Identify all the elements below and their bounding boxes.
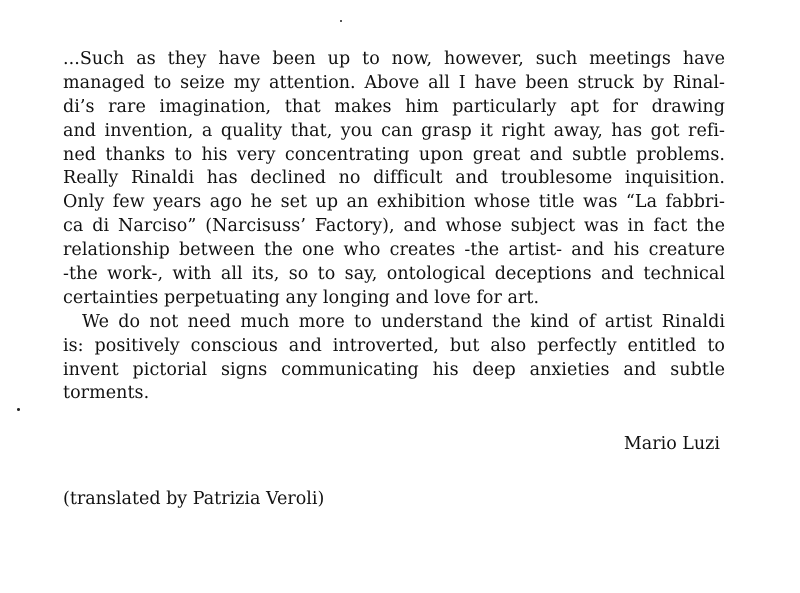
author-signature: Mario Luzi [623, 434, 720, 454]
text-line: invent pictorial signs communicating his deep anxieties and subtle [63, 359, 725, 380]
paragraph-2 [63, 311, 725, 407]
text-line: torments. [63, 383, 150, 404]
text-line: Only few years ago he set up an exhibition whose title was “La fabbri- [63, 192, 725, 213]
text-line: ...Such as they have been up to now, however, such meetings have [63, 49, 725, 69]
text-line: Really Rinaldi has declined no difficult and troublesome inquisition. [63, 168, 725, 189]
text-line: certainties perpetuating any longing and love for art. [63, 287, 540, 308]
scan-speck [17, 408, 20, 411]
text-line: is: positively conscious and introverted, but also perfectly entitled to [63, 335, 725, 356]
body-text [63, 48, 725, 406]
text-line: and invention, a quality that, you can grasp it right away, has got refi- [63, 120, 725, 141]
scan-speck [340, 20, 342, 22]
text-line: ca di Narciso” (Narcisuss’ Factory), and whose subject was in fact the [63, 216, 725, 237]
paragraph-1 [63, 48, 725, 311]
text-line: relationship between the one who creates -the artist- and his creature [63, 240, 725, 261]
text-line: -the work-, with all its, so to say, ontological deceptions and technical [63, 264, 725, 285]
translator-credit: (translated by Patrizia Veroli) [63, 489, 325, 509]
text-line: ned thanks to his very concentrating upon great and subtle problems. [63, 144, 725, 165]
text-line: di’s rare imagination, that makes him particularly apt for drawing [63, 96, 725, 117]
text-line: We do not need much more to understand the kind of artist Rinaldi [82, 311, 725, 332]
text-line: managed to seize my attention. Above all I have been struck by Rinal- [63, 72, 725, 93]
